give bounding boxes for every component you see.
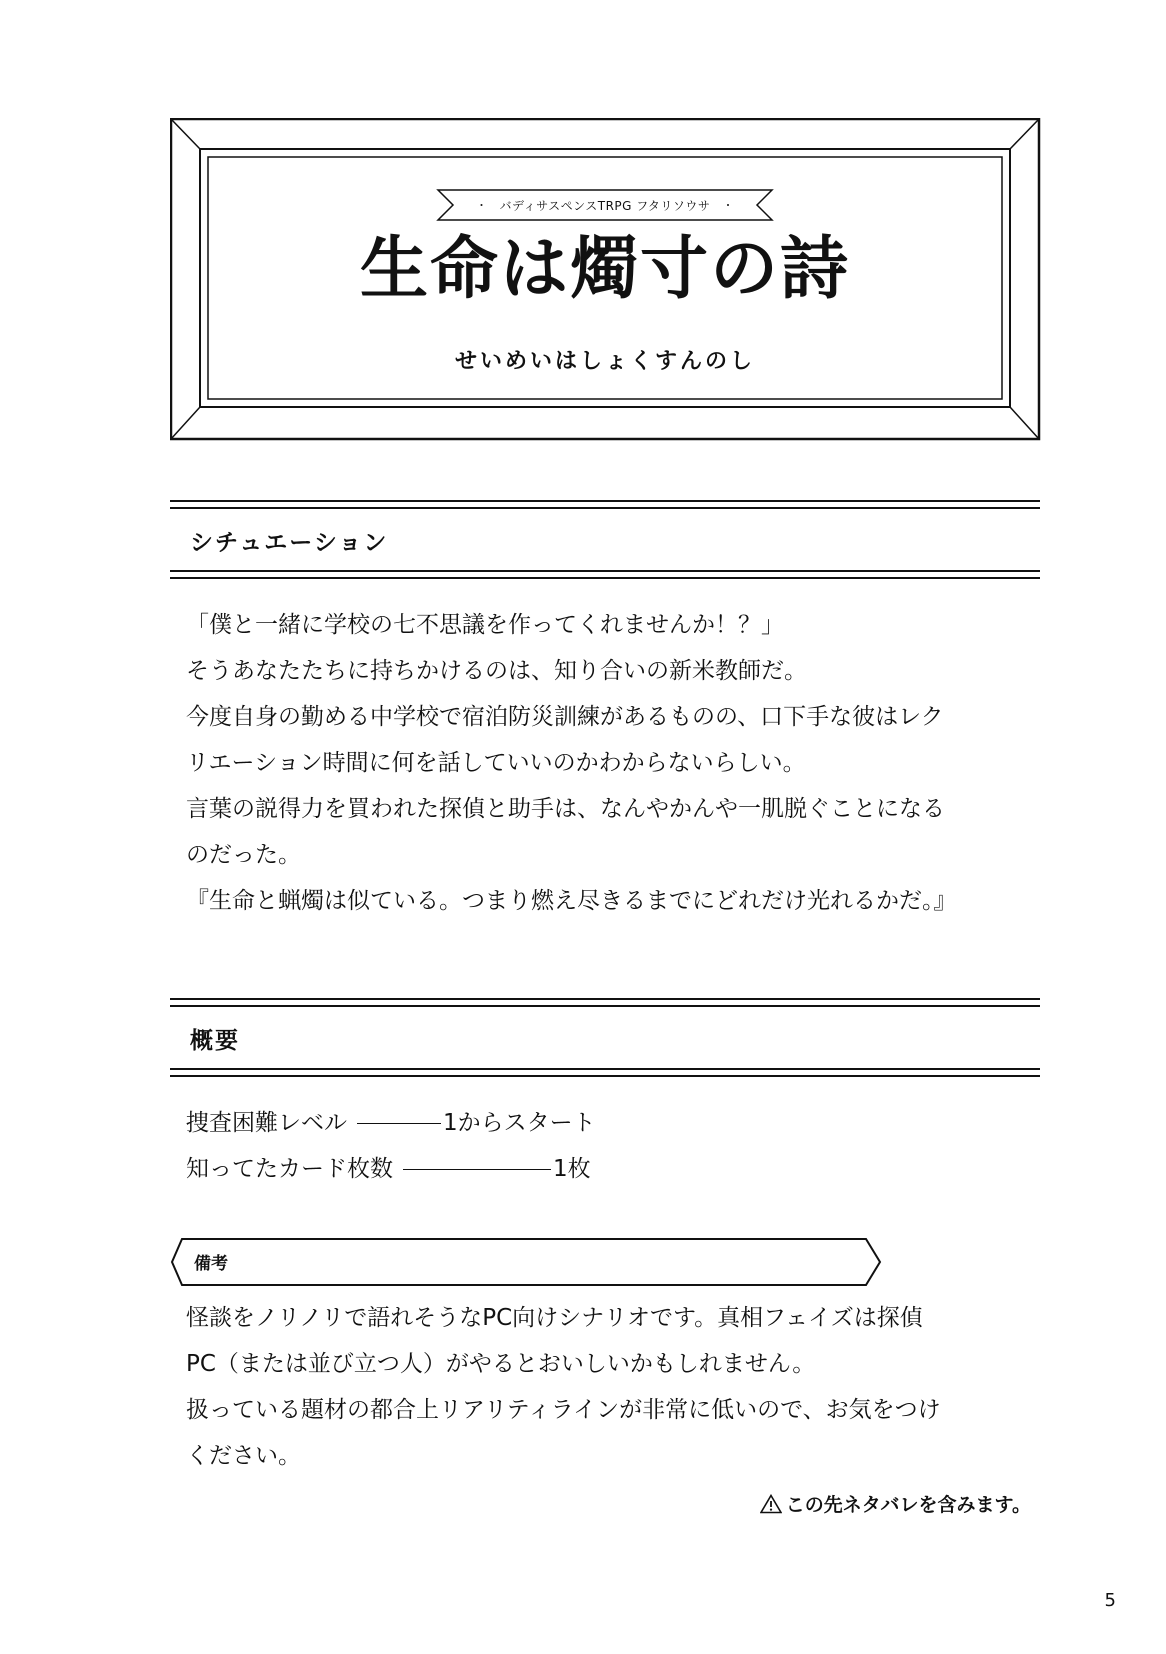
notes-banner-border [170,1237,882,1287]
scenario-title: 生命は燭寸の詩 [359,230,850,309]
overview-heading: 概要 [190,1028,240,1054]
situation-line: のだった。 [186,842,301,868]
title-block [170,118,1040,440]
spec-row-difficulty [186,1100,596,1146]
header-rule [170,570,1040,572]
spec-value: 1からスタート [443,1110,596,1136]
spoiler-warning [760,1490,1031,1517]
situation-body [186,602,957,924]
spec-leader-line [403,1169,551,1170]
overview-specs [186,1100,596,1192]
situation-line: リエーション時間に何を話していいのかわからないらしい。 [186,750,806,776]
situation-line: 「僕と一緒に学校の七不思議を作ってくれませんか！？」 [186,612,784,638]
warning-triangle-icon [760,1494,782,1514]
notes-heading: 備考 [194,1254,228,1274]
spec-row-known-cards [186,1146,596,1192]
header-rule [170,1005,1040,1007]
header-rule [170,577,1040,579]
series-tag-label: バディサスペンスTRPG フタリソウサ [499,198,711,213]
situation-header [170,500,1040,580]
situation-line: 言葉の説得力を買われた探偵と助手は、なんやかんや一肌脱ぐことになる [186,796,945,822]
spec-value: 1枚 [553,1156,591,1182]
situation-heading: シチュエーション [190,530,389,556]
notes-line: 扱っている題材の都合上リアリティラインが非常に低いので、お気をつけ [186,1397,941,1423]
header-rule [170,998,1040,1000]
spec-label: 捜査困難レベル [186,1110,347,1136]
overview-header [170,998,1040,1078]
spec-leader-line [357,1123,441,1124]
notes-line: PC（または並び立つ人）がやるとおいしいかもしれません。 [186,1351,816,1377]
series-tag-dot-left: ・ [476,199,488,212]
notes-line: ください。 [186,1443,301,1469]
header-rule [170,1075,1040,1077]
situation-line: 『生命と蝋燭は似ている。つまり燃え尽きるまでにどれだけ光れるかだ。』 [186,888,957,914]
situation-line: 今度自身の勤める中学校で宿泊防災訓練があるものの、口下手な彼はレク [186,704,944,730]
spoiler-text: この先ネタバレを含みます。 [785,1494,1031,1516]
title-reading: せいめいはしょくすんのし [454,349,755,374]
notes-body [186,1295,941,1479]
header-rule [170,500,1040,502]
series-tag-dot-right: ・ [722,199,734,212]
notes-banner [170,1237,882,1287]
header-rule [170,1068,1040,1070]
spec-label: 知ってたカード枚数 [186,1156,393,1182]
header-rule [170,507,1040,509]
series-tag [435,188,775,222]
situation-line: そうあなたたちに持ちかけるのは、知り合いの新米教師だ。 [186,658,807,684]
notes-line: 怪談をノリノリで語れそうなPC向けシナリオです。真相フェイズは探偵 [186,1305,923,1331]
page-number: 5 [1104,1590,1116,1611]
